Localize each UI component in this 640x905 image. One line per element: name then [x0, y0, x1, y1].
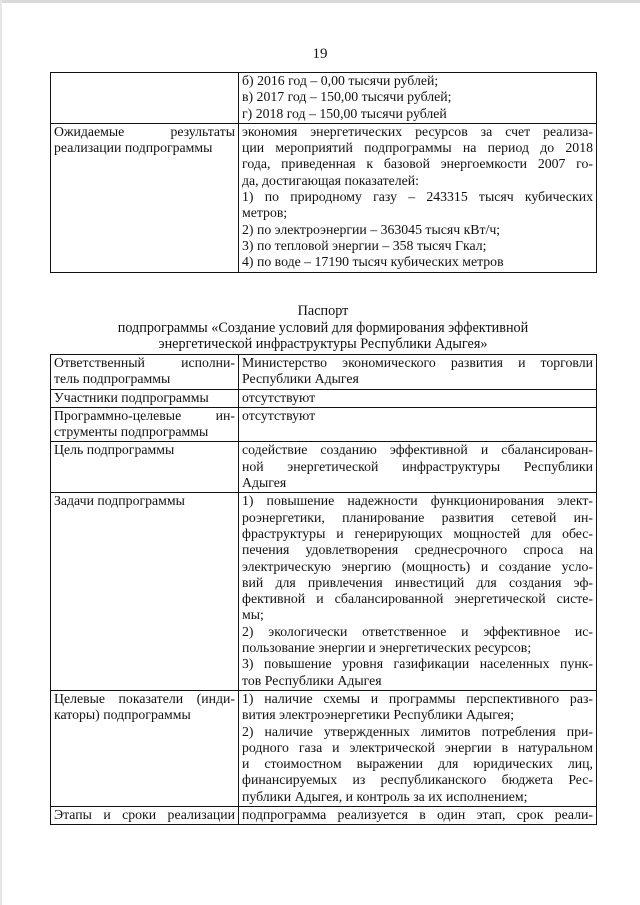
passport-table — [50, 354, 597, 825]
cell-text-line: года, приведенная к базовой энергоемкости 2007 го- — [242, 156, 593, 172]
cell-text-line: мы; — [242, 607, 264, 623]
cell-text-line: тель подпрограммы — [54, 371, 171, 387]
table-row — [51, 442, 597, 493]
cell-text-line: каторы) подпрограммы — [54, 707, 191, 723]
row-label-cell — [51, 407, 239, 442]
cell-text-line: 4) по воде – 17190 тысяч кубических метров — [242, 254, 504, 270]
passport-subtitle-line: подпрограммы «Создание условий для формирования эффективной — [117, 319, 529, 336]
table-row — [51, 389, 597, 407]
row-label-cell — [51, 690, 239, 806]
cell-text-line: финансируемых из республиканского бюджета Рес- — [242, 772, 593, 788]
row-value-cell — [239, 73, 597, 124]
cell-text-line: реализации подпрограммы — [54, 140, 213, 156]
cell-text-line: 3) повышение уровня газификации населенных пунк- — [242, 656, 593, 672]
cell-text-line: Ответственный исполни- — [54, 355, 235, 370]
cell-text-line: струменты подпрограммы — [54, 424, 209, 440]
cell-text-line: ции мероприятий подпрограммы на период до 2018 — [242, 140, 593, 156]
row-value-cell — [239, 355, 597, 390]
passport-title: Паспорт — [297, 303, 349, 319]
row-label-cell — [51, 73, 239, 124]
cell-text-line: да, достигающая показателей: — [242, 172, 419, 188]
row-value-cell — [239, 442, 597, 493]
cell-text-line: Республики Адыгея — [242, 371, 359, 387]
cell-text-line: Адыгея — [242, 475, 287, 491]
cell-text-line: подпрограмма реализуется в один этап, срок реали- — [242, 807, 593, 823]
cell-text-line: 1) по природному газу – 243315 тысяч кубических — [242, 189, 593, 205]
row-label-cell — [51, 389, 239, 407]
row-value-cell — [239, 389, 597, 407]
cell-text-line: ной энергетической инфраструктуры Республики — [242, 458, 593, 474]
scan-edge-top — [0, 0, 640, 3]
cell-text-line: тов Республики Адыгея — [242, 672, 382, 688]
cell-text-line: г) 2018 год – 150,00 тысячи рублей — [242, 105, 447, 121]
cell-text-line: 3) по тепловой энергии – 358 тысяч Гкал; — [242, 237, 487, 253]
cell-text-line: содействие созданию эффективной и сбалансирован- — [242, 442, 593, 458]
row-label-cell — [51, 123, 239, 272]
cell-text-line: Программно-целевые ин- — [54, 407, 235, 423]
cell-text-line: и стоимостном выражении для юридических лиц, — [242, 756, 593, 772]
cell-text-line: печения удовлетворения среднесрочного спроса на — [242, 542, 593, 558]
cell-text-line: фективной и сбалансированной энергетической систе- — [242, 591, 593, 607]
table-row — [51, 690, 597, 806]
table-row — [51, 123, 597, 272]
cell-text-line: роэнергетики, планирование развития сетевой ин- — [242, 509, 593, 525]
table-row — [51, 355, 597, 390]
table-row — [51, 493, 597, 691]
row-label-cell — [51, 355, 239, 390]
cell-text-line: Министерство экономического развития и торговли — [242, 355, 593, 370]
cell-text-line: Цель подпрограммы — [54, 442, 175, 458]
cell-text-line: 2) экологически ответственное и эффективное ис- — [242, 623, 593, 639]
cell-text-line: пользование энергии и энергетических ресурсов; — [242, 640, 532, 656]
page-number: 19 — [312, 46, 328, 62]
cell-text-line: публики Адыгея, и контроль за их исполнением; — [242, 788, 528, 804]
cell-text-line: 1) наличие схемы и программы перспективного раз- — [242, 690, 593, 706]
cell-text-line: б) 2016 год – 0,00 тысячи рублей; — [242, 73, 439, 88]
cell-text-line: 1) повышение надежности функционирования элект- — [242, 493, 593, 509]
row-label-cell — [51, 442, 239, 493]
row-value-cell — [239, 807, 597, 825]
results-table — [50, 72, 597, 273]
passport-heading — [40, 303, 606, 353]
cell-text-line: 2) по электроэнергии – 363045 тысяч кВт/ч; — [242, 221, 501, 237]
row-value-cell — [239, 690, 597, 806]
passport-subtitle-line: энергетической инфраструктуры Республики Адыгея» — [158, 336, 488, 352]
cell-text-line: отсутствуют — [242, 407, 316, 423]
cell-text-line: вития электроэнергетики Республики Адыгея; — [242, 707, 515, 723]
cell-text-line: отсутствуют — [242, 389, 316, 405]
cell-text-line: родного газа и электрической энергии в натуральном — [242, 739, 593, 755]
cell-text-line: Участники подпрограммы — [54, 389, 209, 405]
cell-text-line: фраструктуры и генерирующих мощностей для обес- — [242, 525, 593, 541]
table-row — [51, 73, 597, 124]
cell-text-line: метров; — [242, 205, 288, 221]
scan-edge-left — [0, 0, 2, 905]
row-value-cell — [239, 407, 597, 442]
cell-text-line: Ожидаемые результаты — [54, 123, 235, 139]
row-label-cell — [51, 493, 239, 691]
cell-text-line: Целевые показатели (инди- — [54, 690, 235, 706]
cell-text-line: в) 2017 год – 150,00 тысячи рублей; — [242, 89, 452, 105]
cell-text-line: вий для привлечения инвестиций для создания эф- — [242, 574, 593, 590]
table-row — [51, 407, 597, 442]
cell-text-line: Задачи подпрограммы — [54, 493, 185, 509]
cell-text-line: электрическую энергию (мощность) и создание усло- — [242, 558, 593, 574]
row-label-cell — [51, 807, 239, 825]
row-value-cell — [239, 123, 597, 272]
table-row — [51, 807, 597, 825]
cell-text-line: экономия энергетических ресурсов за счет реализа- — [242, 123, 593, 139]
row-value-cell — [239, 493, 597, 691]
cell-text-line: Этапы и сроки реализации — [54, 807, 235, 823]
cell-text-line: 2) наличие утвержденных лимитов потребления при- — [242, 723, 593, 739]
